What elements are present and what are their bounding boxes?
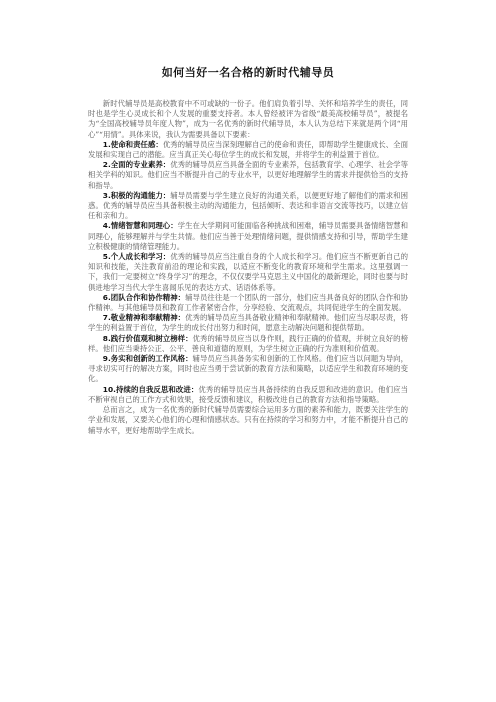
item-heading: 5.个人成长和学习： — [102, 252, 171, 262]
item-text: 优秀的辅导员应当深刻理解自己的使命和责任，即帮助学生健康成长、全面发展和实现自己的潜能。应当真正关心每位学生的成长和发展，并将学生的利益置于首位。 — [88, 139, 408, 160]
item-heading: 2.全面的专业素养： — [102, 160, 171, 170]
list-item — [88, 313, 408, 333]
list-item — [88, 140, 408, 160]
item-text: 优秀的辅导员应当具备全面的专业素养，包括教育学、心理学、社会学等相关学科的知识。他们应当不断提升自己的专业水平，以更好地理解学生的需求并提供恰当的支持和指导。 — [88, 160, 409, 190]
item-heading: 9.务实和创新的工作风格： — [102, 354, 193, 364]
item-text: 优秀的辅导员应当具备敬业精神和奉献精神。他们应当尽职尽责，将学生的利益置于首位，为学生的成长付出努力和时间，愿意主动解决问题和提供帮助。 — [88, 313, 408, 333]
item-heading: 3.积极的沟通能力： — [102, 190, 171, 200]
item-text: 辅导员需要与学生建立良好的沟通关系，以便更好地了解他们的需求和困惑。优秀的辅导员应当具备积极主动的沟通能力，包括倾听、表达和非语言交流等技巧，以建立信任和亲和力。 — [88, 190, 409, 221]
item-text: 辅导员往往是一个团队的一部分，他们应当具备良好的团队合作和协作精神。与其他辅导员和教育工作者紧密合作，分享经验、交流观点，共同促进学生的全面发展。 — [88, 292, 408, 313]
item-text: 优秀的辅导员应当以身作则，践行正确的价值观，并树立良好的榜样。他们应当秉持公正、公平、善良和道德的原则，为学生树立正确的行为准则和价值观。 — [88, 333, 408, 353]
list-item — [88, 354, 408, 385]
list-item — [88, 334, 408, 354]
item-text: 优秀的辅导员应当具备持续的自我反思和改进的意识。他们应当不断审视自己的工作方式和效果，接受反馈和建议，积极改进自己的教育方法和指导策略。 — [88, 384, 408, 404]
list-item — [88, 191, 408, 222]
list-item — [88, 293, 408, 313]
list-item — [88, 221, 408, 252]
list-item — [88, 385, 408, 405]
item-heading: 6.团队合作和协作精神： — [102, 292, 186, 302]
item-text: 优秀的辅导员应当注重自身的个人成长和学习。他们应当不断更新自己的知识和技能，关注教育前沿的理论和实践，以适应不断变化的教育环境和学生需求。这里强调一下，我们一定要树立“终身学习”的理念，不仅仅要学马克思主义中国化的最新理论，同时也要与时俱进地学习当代大学生喜闻乐见的表达方式、话语体系等。 — [88, 252, 409, 292]
list-item — [88, 252, 408, 293]
item-text: 学生在大学期间可能面临各种挑战和困难，辅导员需要具备情绪智慧和同理心，能够理解并与学生共情。他们应当善于处理情绪问题，提供情感支持和引导，帮助学生建立积极健康的情绪管理能力。 — [88, 221, 408, 251]
item-heading: 4.情绪智慧和同理心： — [102, 221, 178, 231]
document-body — [88, 99, 408, 436]
item-heading: 8.践行价值观和树立榜样： — [102, 333, 193, 343]
intro-paragraph: 新时代辅导员是高校教育中不可或缺的一份子。他们肩负着引导、关怀和培养学生的责任，同时也是学生心灵成长和个人发展的重要支持者。本人曾经被评为省级“最美高校辅导员”，被提名为“全国高校辅导员年度人物”，成为一名优秀的新时代辅导员，本人认为总结下来就是两个词“用心”“用情”。具体来说，我认为需要具备以下要素： — [88, 99, 408, 139]
document-title: 如何当好一名合格的新时代辅导员 — [161, 66, 335, 79]
item-text: 辅导员应当具备务实和创新的工作风格。他们应当以问题为导向，寻求切实可行的解决方案，同时也应当勇于尝试新的教育方法和策略，以适应学生和教育环境的变化。 — [88, 354, 408, 384]
list-item — [88, 160, 408, 191]
conclusion-paragraph: 总而言之，成为一名优秀的新时代辅导员需要综合运用多方面的素养和能力，既要关注学生的学业和发展，又要关心他们的心理和情感状态。只有在持续的学习和努力中，才能不断提升自己的辅导水平，更好地帮助学生成长。 — [88, 405, 408, 435]
item-heading: 1.使命和责任感： — [102, 139, 163, 149]
item-heading: 10.持续的自我反思和改进： — [102, 384, 199, 394]
item-heading: 7.敬业精神和奉献精神： — [102, 313, 186, 323]
